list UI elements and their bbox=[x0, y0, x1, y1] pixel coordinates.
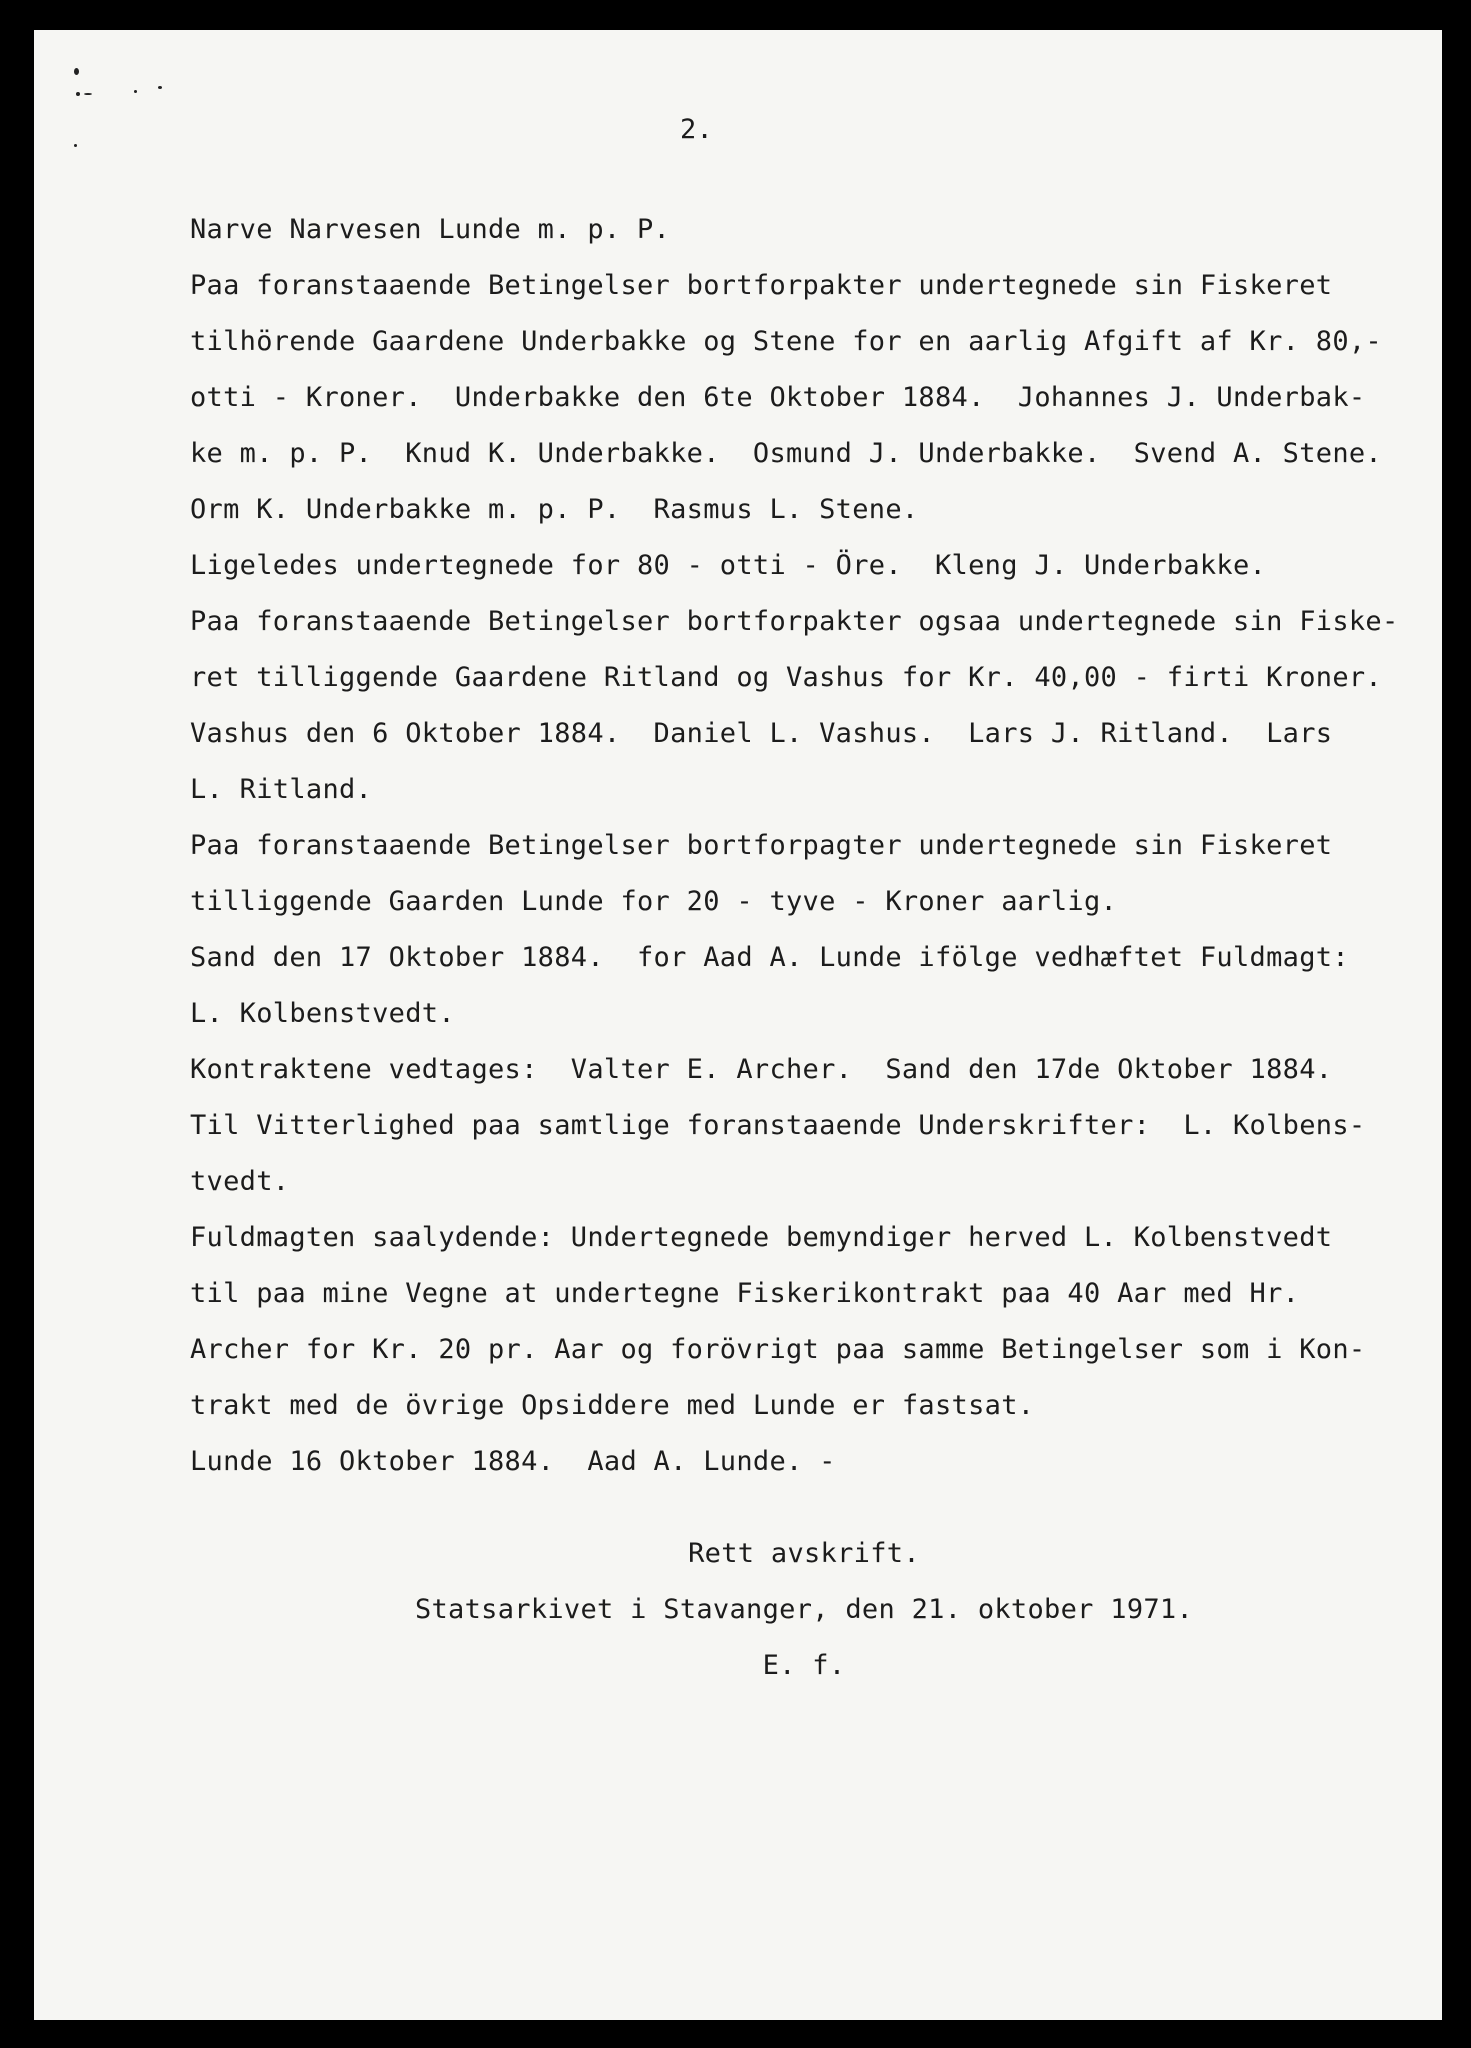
text-line: Til Vitterlighed paa samtlige foranstaaende Underskrifter: L. Kolbens- bbox=[190, 1110, 1366, 1141]
text-line: tilhörende Gaardene Underbakke og Stene for en aarlig Afgift af Kr. 80,- bbox=[190, 326, 1382, 357]
text-line: trakt med de övrige Opsiddere med Lunde er fastsat. bbox=[190, 1390, 1035, 1421]
scan-speck bbox=[84, 93, 92, 95]
text-line: L. Ritland. bbox=[190, 774, 373, 805]
certification-initials: E. f. bbox=[762, 1650, 846, 1681]
text-line: Narve Narvesen Lunde m. p. P. bbox=[190, 214, 671, 245]
document-page bbox=[34, 30, 1442, 2020]
page-number: 2. bbox=[680, 114, 714, 145]
scan-speck bbox=[74, 68, 79, 75]
text-line: Vashus den 6 Oktober 1884. Daniel L. Vashus. Lars J. Ritland. Lars bbox=[190, 718, 1333, 749]
certification-line: Rett avskrift. bbox=[688, 1538, 920, 1569]
text-line: til paa mine Vegne at undertegne Fiskerikontrakt paa 40 Aar med Hr. bbox=[190, 1278, 1300, 1309]
text-line: Fuldmagten saalydende: Undertegnede bemyndiger herved L. Kolbenstvedt bbox=[190, 1222, 1333, 1253]
text-line: Kontraktene vedtages: Valter E. Archer. Sand den 17de Oktober 1884. bbox=[190, 1054, 1333, 1085]
text-line: tilliggende Gaarden Lunde for 20 - tyve - Kroner aarlig. bbox=[190, 886, 1118, 917]
text-line: Lunde 16 Oktober 1884. Aad A. Lunde. - bbox=[190, 1446, 836, 1477]
certification-location-date: Statsarkivet i Stavanger, den 21. oktober 1971. bbox=[414, 1594, 1194, 1625]
text-line: otti - Kroner. Underbakke den 6te Oktober 1884. Johannes J. Underbak- bbox=[190, 382, 1366, 413]
text-line: tvedt. bbox=[190, 1166, 290, 1197]
text-line: Paa foranstaaende Betingelser bortforpakter ogsaa undertegnede sin Fiske- bbox=[190, 606, 1399, 637]
scan-speck bbox=[76, 92, 80, 96]
text-line: Paa foranstaaende Betingelser bortforpakter undertegnede sin Fiskeret bbox=[190, 270, 1333, 301]
text-line: Paa foranstaaende Betingelser bortforpagter undertegnede sin Fiskeret bbox=[190, 830, 1333, 861]
text-line: L. Kolbenstvedt. bbox=[190, 998, 455, 1029]
text-line: Archer for Kr. 20 pr. Aar og forövrigt paa samme Betingelser som i Kon- bbox=[190, 1334, 1366, 1365]
scan-speck bbox=[158, 86, 162, 89]
scan-speck bbox=[134, 90, 137, 93]
text-line: Sand den 17 Oktober 1884. for Aad A. Lunde ifölge vedhæftet Fuldmagt: bbox=[190, 942, 1349, 973]
text-line: Ligeledes undertegnede for 80 - otti - Öre. Kleng J. Underbakke. bbox=[190, 550, 1267, 581]
text-line: Orm K. Underbakke m. p. P. Rasmus L. Stene. bbox=[190, 494, 919, 525]
scan-speck bbox=[74, 144, 77, 147]
text-line: ke m. p. P. Knud K. Underbakke. Osmund J. Underbakke. Svend A. Stene. bbox=[190, 438, 1382, 469]
text-line: ret tilliggende Gaardene Ritland og Vashus for Kr. 40,00 - firti Kroner. bbox=[190, 662, 1382, 693]
